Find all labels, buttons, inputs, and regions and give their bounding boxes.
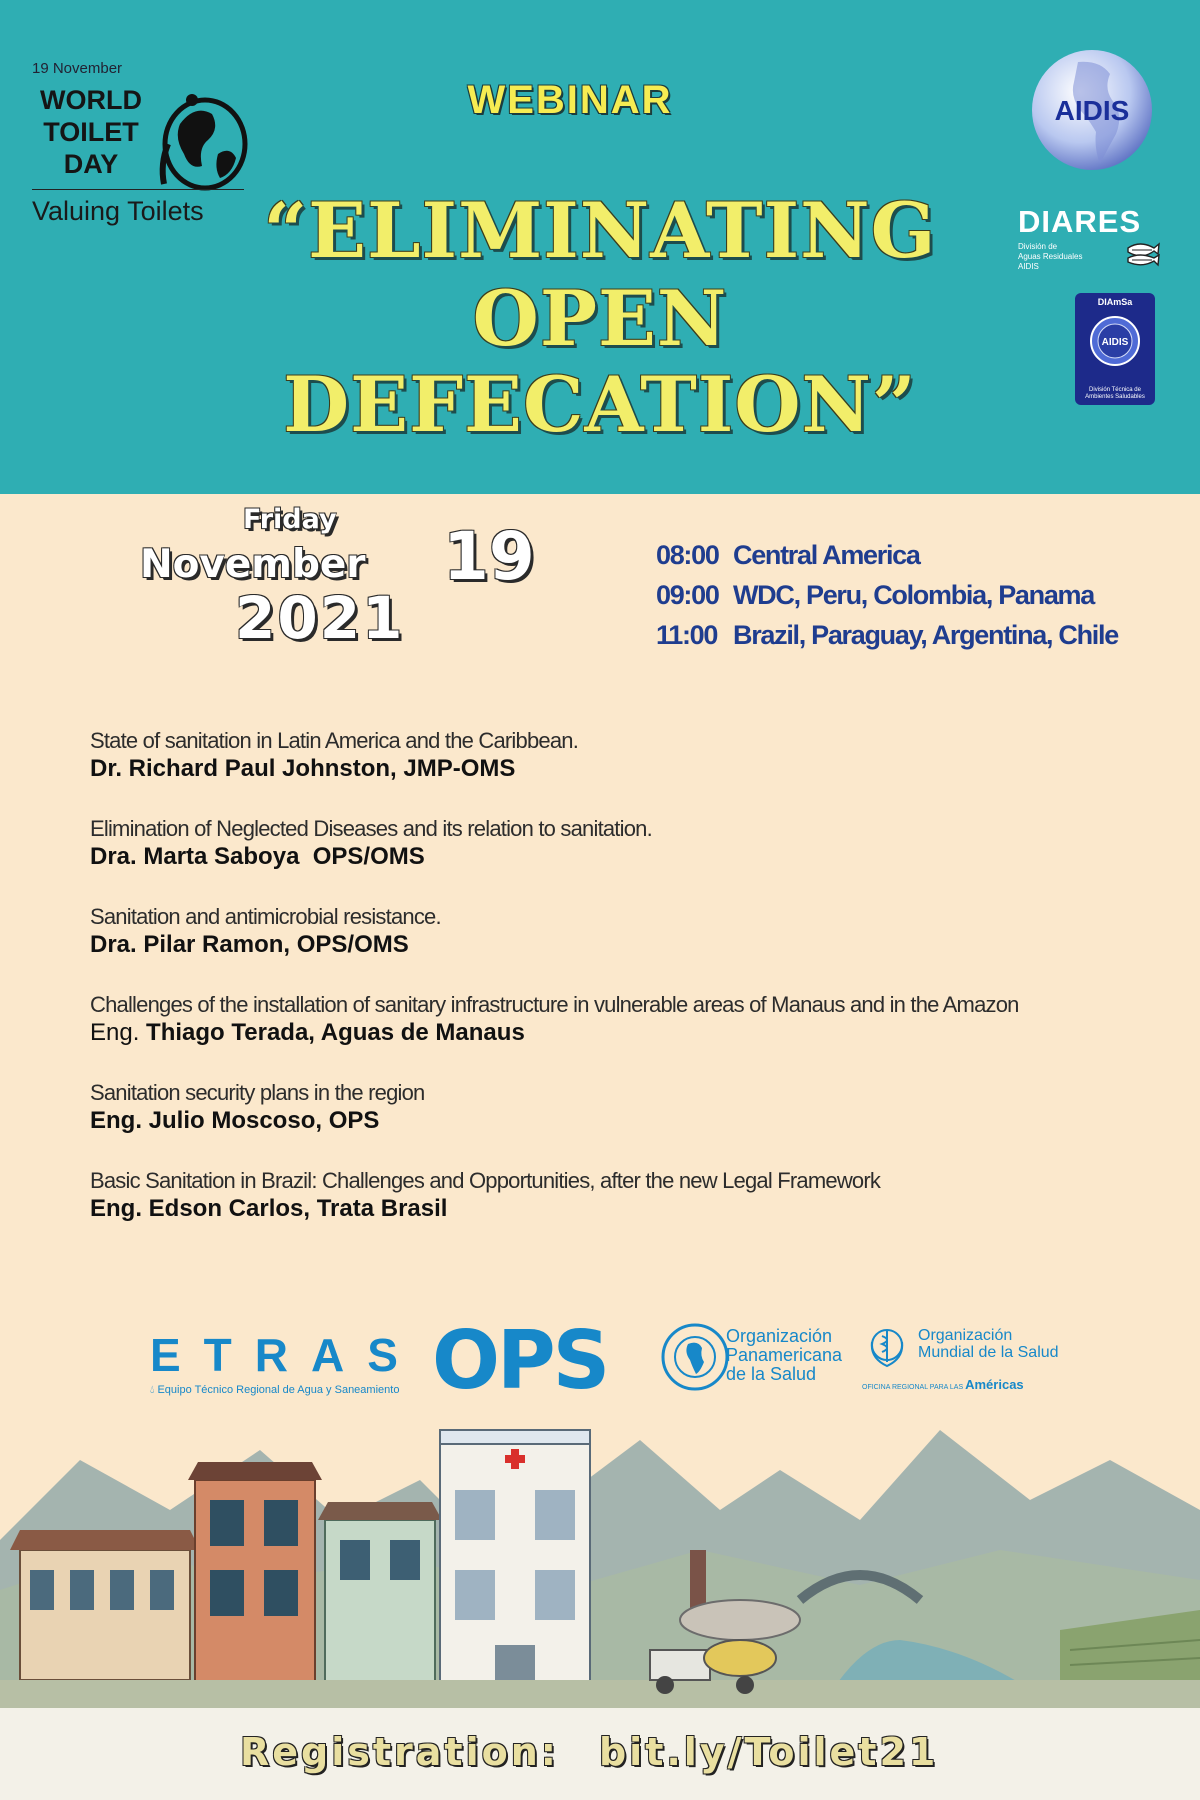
etras-logo xyxy=(150,1328,421,1397)
window xyxy=(264,1500,298,1546)
talk-speaker xyxy=(90,754,1180,784)
time-regions: Central America xyxy=(733,540,920,570)
drop-icon: 💧︎ xyxy=(150,1384,155,1396)
window xyxy=(535,1490,575,1540)
ops-name-line: de la Salud xyxy=(726,1364,817,1384)
title-line-3: DEFECATION” xyxy=(283,360,917,449)
fish-icon xyxy=(1126,240,1160,268)
aidis-logo-text: AIDIS xyxy=(1054,95,1130,126)
wtd-name-line: TOILET xyxy=(43,117,139,147)
talk-topic: Elimination of Neglected Diseases and its relation to sanitation. xyxy=(90,816,652,841)
diares-subtitle-line: Aguas Residuales xyxy=(1018,252,1083,261)
time-regions: WDC, Peru, Colombia, Panama xyxy=(733,580,1094,610)
speaker-name: Dr. Richard Paul Johnston, JMP-OMS xyxy=(90,755,516,782)
roof xyxy=(318,1502,442,1520)
house xyxy=(20,1550,190,1680)
talk-topic: State of sanitation in Latin America and the Caribbean. xyxy=(90,728,579,753)
agenda-item xyxy=(90,1080,1180,1168)
diares-subtitle xyxy=(1018,242,1118,272)
window xyxy=(30,1570,54,1610)
talk-speaker xyxy=(90,842,1180,872)
speaker-name: Dra. Marta Saboya OPS/OMS xyxy=(90,843,425,870)
speaker-name: Thiago Terada, Aguas de Manaus xyxy=(146,1019,525,1046)
window xyxy=(150,1570,174,1610)
speaker-name: Eng. Edson Carlos, Trata Brasil xyxy=(90,1195,448,1222)
speaker-name: Dra. Pilar Ramon, OPS/OMS xyxy=(90,931,409,958)
etras-subtitle xyxy=(150,1384,421,1397)
etras-subtitle-text: Equipo Técnico Regional de Agua y Saneamiento xyxy=(157,1384,400,1396)
agenda-item xyxy=(90,992,1180,1080)
talk-speaker xyxy=(90,1194,1180,1224)
who-name-line: Organización xyxy=(918,1327,1013,1344)
world-toilet-day-logo xyxy=(30,44,245,234)
globe-icon xyxy=(1087,313,1143,369)
time-value: 09:00 xyxy=(656,580,719,610)
time-row xyxy=(656,540,1176,580)
window xyxy=(390,1540,420,1580)
who-name xyxy=(918,1327,1059,1361)
talk-topic: Sanitation and antimicrobial resistance. xyxy=(90,904,441,929)
window xyxy=(455,1490,495,1540)
aidis-logo xyxy=(1030,48,1154,172)
registration-link[interactable]: bit.ly/Toilet21 xyxy=(598,1730,939,1774)
talk-speaker xyxy=(90,1106,1180,1136)
talk-speaker xyxy=(90,930,1180,960)
webinar-label: WEBINAR xyxy=(467,78,673,122)
window xyxy=(110,1570,134,1610)
registration-bar xyxy=(0,1708,1200,1800)
diamsa-subtitle: División Técnica de Ambientes Saludables xyxy=(1085,387,1145,400)
talk-topic: Challenges of the installation of sanitary infrastructure in vulnerable areas of Manaus and in the Amazon xyxy=(90,992,1019,1017)
time-value: 08:00 xyxy=(656,540,719,570)
hospital-roof xyxy=(440,1430,590,1444)
agenda-list xyxy=(90,728,1180,1256)
laurel-icon xyxy=(862,1322,912,1372)
agenda-item xyxy=(90,816,1180,904)
who-region-prefix: OFICINA REGIONAL PARA LAS xyxy=(862,1384,964,1391)
agenda-item xyxy=(90,1168,1180,1256)
roof xyxy=(188,1462,322,1480)
ops-name-line: Panamericana xyxy=(726,1345,843,1365)
diamsa-name: DIAmSa xyxy=(1097,297,1133,307)
ground xyxy=(0,1680,1200,1710)
etras-name: ETRAS xyxy=(150,1329,421,1381)
window xyxy=(340,1540,370,1580)
event-date-number: 19 xyxy=(443,518,535,595)
wtd-date: 19 November xyxy=(32,60,123,77)
title-line-1: “ELIMINATING xyxy=(263,186,937,275)
globe-icon xyxy=(150,74,260,204)
title-line-2: OPEN xyxy=(472,274,728,363)
event-month: November xyxy=(140,542,366,587)
speaker-prefix: Eng. xyxy=(90,1019,147,1046)
talk-speaker xyxy=(90,1018,1180,1048)
window xyxy=(70,1570,94,1610)
treatment-tank xyxy=(680,1600,800,1640)
header-banner xyxy=(0,0,1200,494)
diares-logo xyxy=(1018,204,1168,272)
who-region-name: Américas xyxy=(965,1377,1024,1392)
time-schedule xyxy=(656,540,1176,660)
time-row xyxy=(656,580,1176,620)
registration-text xyxy=(240,1730,938,1774)
who-region xyxy=(862,1377,1024,1392)
talk-topic: Sanitation security plans in the region xyxy=(90,1080,425,1105)
diares-subtitle-line: División de xyxy=(1018,242,1058,251)
diamsa-logo xyxy=(1075,293,1155,405)
event-date xyxy=(130,500,570,670)
diares-subtitle-line: AIDIS xyxy=(1018,262,1039,271)
window xyxy=(210,1570,244,1616)
time-regions: Brazil, Paraguay, Argentina, Chile xyxy=(733,620,1118,650)
ops-name xyxy=(726,1327,842,1384)
ops-logo: OPS xyxy=(432,1314,608,1407)
ops-name-line: Organización xyxy=(726,1326,833,1346)
agenda-item xyxy=(90,904,1180,992)
window xyxy=(455,1570,495,1620)
town-illustration xyxy=(0,1400,1200,1710)
wtd-tagline: Valuing Toilets xyxy=(32,196,204,226)
speaker-name: Eng. Julio Moscoso, OPS xyxy=(90,1107,380,1134)
event-year: 2021 xyxy=(235,584,405,652)
roof xyxy=(10,1530,200,1550)
wtd-name-line: WORLD xyxy=(40,85,142,115)
window xyxy=(264,1570,298,1616)
event-day: Friday xyxy=(243,504,337,535)
window xyxy=(210,1500,244,1546)
wtd-name-line: DAY xyxy=(63,149,119,179)
window xyxy=(535,1570,575,1620)
sponsor-logos xyxy=(140,1314,1080,1407)
time-row xyxy=(656,620,1176,660)
diamsa-center: AIDIS xyxy=(1101,337,1129,348)
wtd-divider xyxy=(32,189,244,190)
agenda-item xyxy=(90,728,1180,816)
time-value: 11:00 xyxy=(656,620,718,650)
diares-name: DIARES xyxy=(1018,204,1142,239)
talk-topic: Basic Sanitation in Brazil: Challenges and Opportunities, after the new Legal Framework xyxy=(90,1168,881,1193)
globe-icon xyxy=(660,1322,730,1392)
wtd-name xyxy=(36,84,146,180)
who-name-line: Mundial de la Salud xyxy=(918,1344,1059,1361)
registration-label: Registration: xyxy=(240,1730,559,1774)
